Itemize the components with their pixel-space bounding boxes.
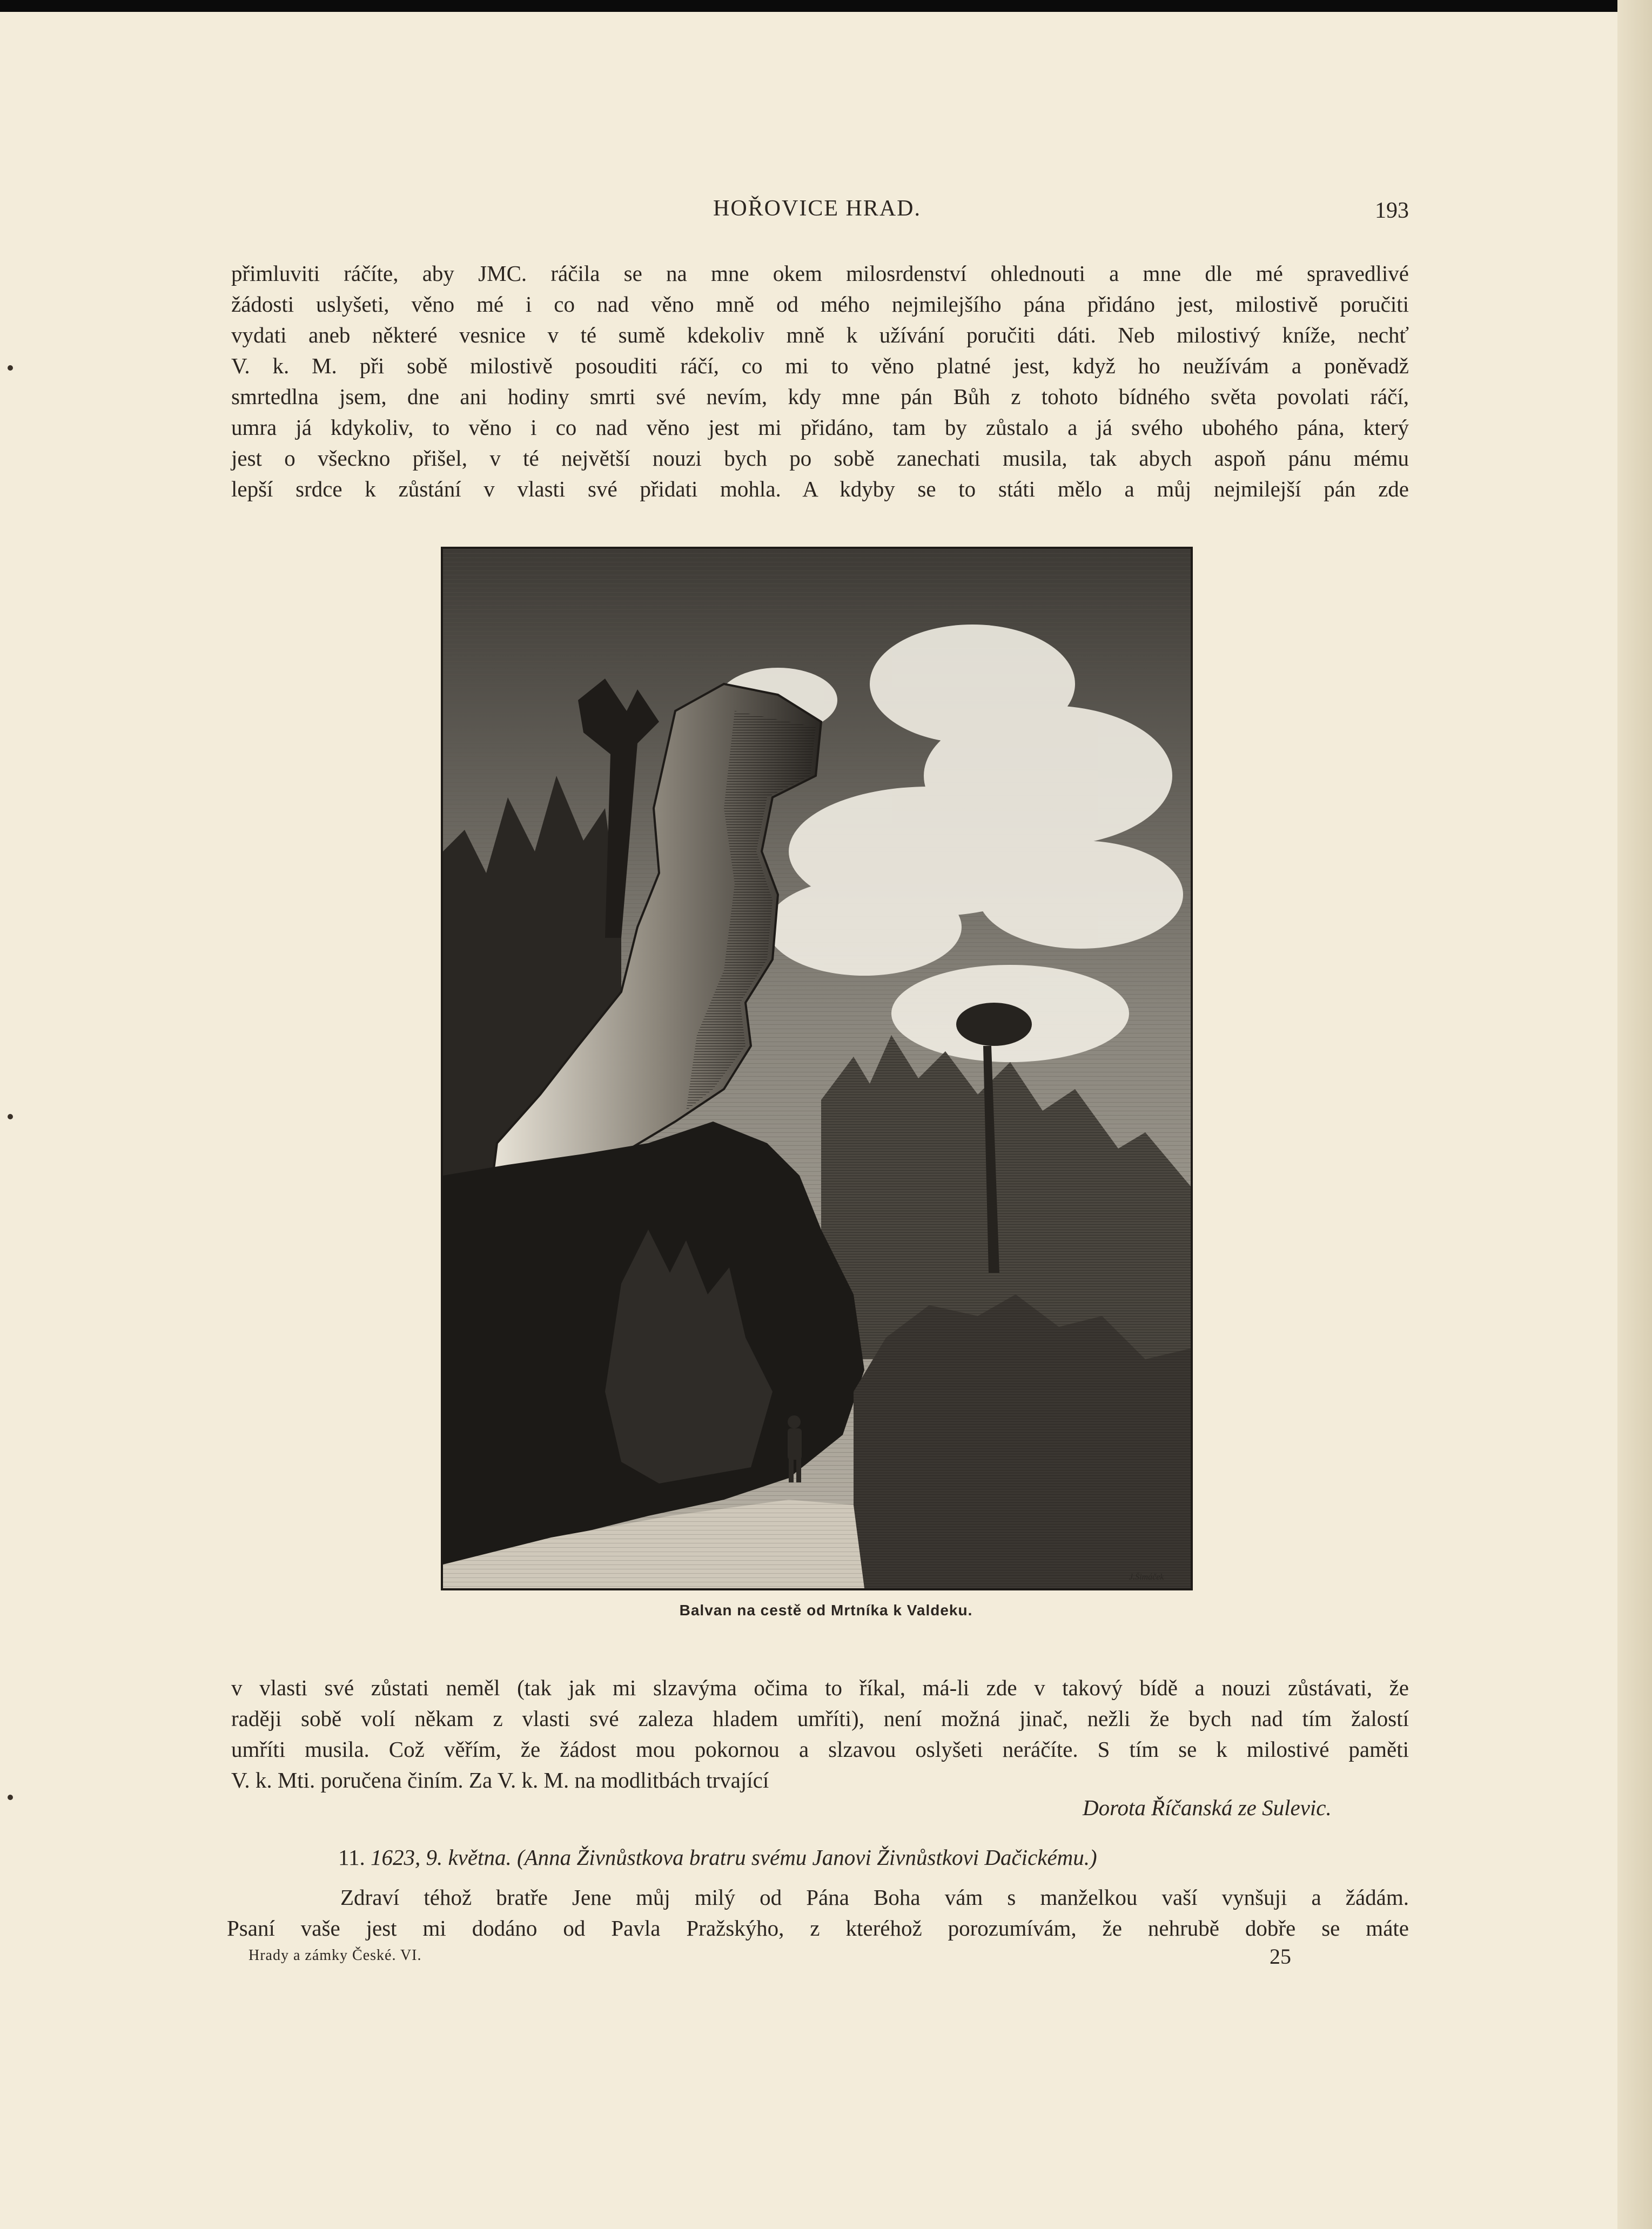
text-line: žádosti uslyšeti, věno mé i co nad věno mně od mého nejmilejšího pána přidáno jest, milostivě poručiti <box>231 292 1409 317</box>
body-text-bottom <box>231 1673 1409 1796</box>
entry-heading <box>338 1844 1097 1870</box>
text-line: lepší srdce k zůstání v vlasti své přidati mohla. A kdyby se to státi mělo a můj nejmilejší pán zde <box>231 476 1409 501</box>
text-line: Psaní vaše jest mi dodáno od Pavla Pražskýho, z kteréhož porozumívám, že nehrubě dobře se máte <box>227 1916 1409 1941</box>
scan-right-edge <box>1617 0 1652 2229</box>
entry-date: 1623, 9. května. <box>370 1845 512 1870</box>
text-line: přimluviti ráčíte, aby JMC. ráčila se na mne okem milosrdenství ohlednouti a mne dle mé spravedlivé <box>231 261 1409 286</box>
page-number: 193 <box>1375 198 1409 223</box>
running-title: HOŘOVICE HRAD. <box>713 196 921 221</box>
text-line: V. k. M. při sobě milostivě posouditi ráčí, co mi to věno platné jest, když ho neužívám a poněvadž <box>231 353 1409 378</box>
scan-mark <box>8 1114 13 1119</box>
entry-title: (Anna Živnůstkova bratru svému Janovi Živnůstkovi Dačickému.) <box>516 1845 1097 1870</box>
slender-tree-crown <box>956 1003 1032 1046</box>
text-line: Zdraví téhož bratře Jene můj milý od Pána Boha vám s manželkou vaší vynšuji a žádám. <box>340 1885 1409 1910</box>
footer-signature: Hrady a zámky České. VI. <box>249 1947 422 1964</box>
text-line: smrtedlna jsem, dne ani hodiny smrti své nevím, kdy mne pán Bůh z tohoto bídného světa povolati ráčí, <box>231 384 1409 409</box>
scan-top-edge <box>0 0 1652 12</box>
text-line: umříti musila. Což věřím, že žádost mou pokornou a slzavou oslyšeti neráčíte. S tím se k milostivé paměti <box>231 1737 1409 1762</box>
text-line: V. k. Mti. poručena činím. Za V. k. M. na modlitbách trvající <box>231 1768 769 1792</box>
engraver-signature: J.Šimáček <box>1129 1573 1164 1582</box>
engraving-illustration <box>443 549 1191 1588</box>
sheet-number: 25 <box>1270 1944 1291 1969</box>
letter-signature: Dorota Říčanská ze Sulevic. <box>1083 1795 1332 1820</box>
text-line: umra já kdykoliv, to věno i co nad věno jest mi přidáno, tam by zůstalo a já svého ubohého pána, který <box>231 415 1409 440</box>
footer <box>0 1944 1652 1974</box>
text-line: raději sobě volí někam z vlasti své zaleza hladem umříti), není možná jinač, nežli že bych nad tím žalostí <box>231 1706 1409 1731</box>
running-head <box>0 196 1652 228</box>
text-line: vydati aneb některé vesnice v té sumě kdekoliv mně k užívání poručiti dáti. Neb milostivý kníže, nechť <box>231 323 1409 347</box>
body-text-top <box>231 258 1409 505</box>
entry-number: 11. <box>338 1845 365 1870</box>
scan-mark <box>8 365 13 371</box>
text-line: v vlasti své zůstati neměl (tak jak mi slzavýma očima to říkal, má-li zde v takový bídě a nouzi zůstávati, že <box>231 1675 1409 1700</box>
entry-body <box>227 1882 1409 1944</box>
scan-mark <box>8 1795 13 1800</box>
text-line: jest o všeckno přišel, v té největší nouzi bych po sobě zanechati musila, tak abych aspoň pánu mému <box>231 446 1409 471</box>
figure-caption: Balvan na cestě od Mrtníka k Valdeku. <box>679 1602 973 1619</box>
engraving-figure <box>441 547 1193 1590</box>
